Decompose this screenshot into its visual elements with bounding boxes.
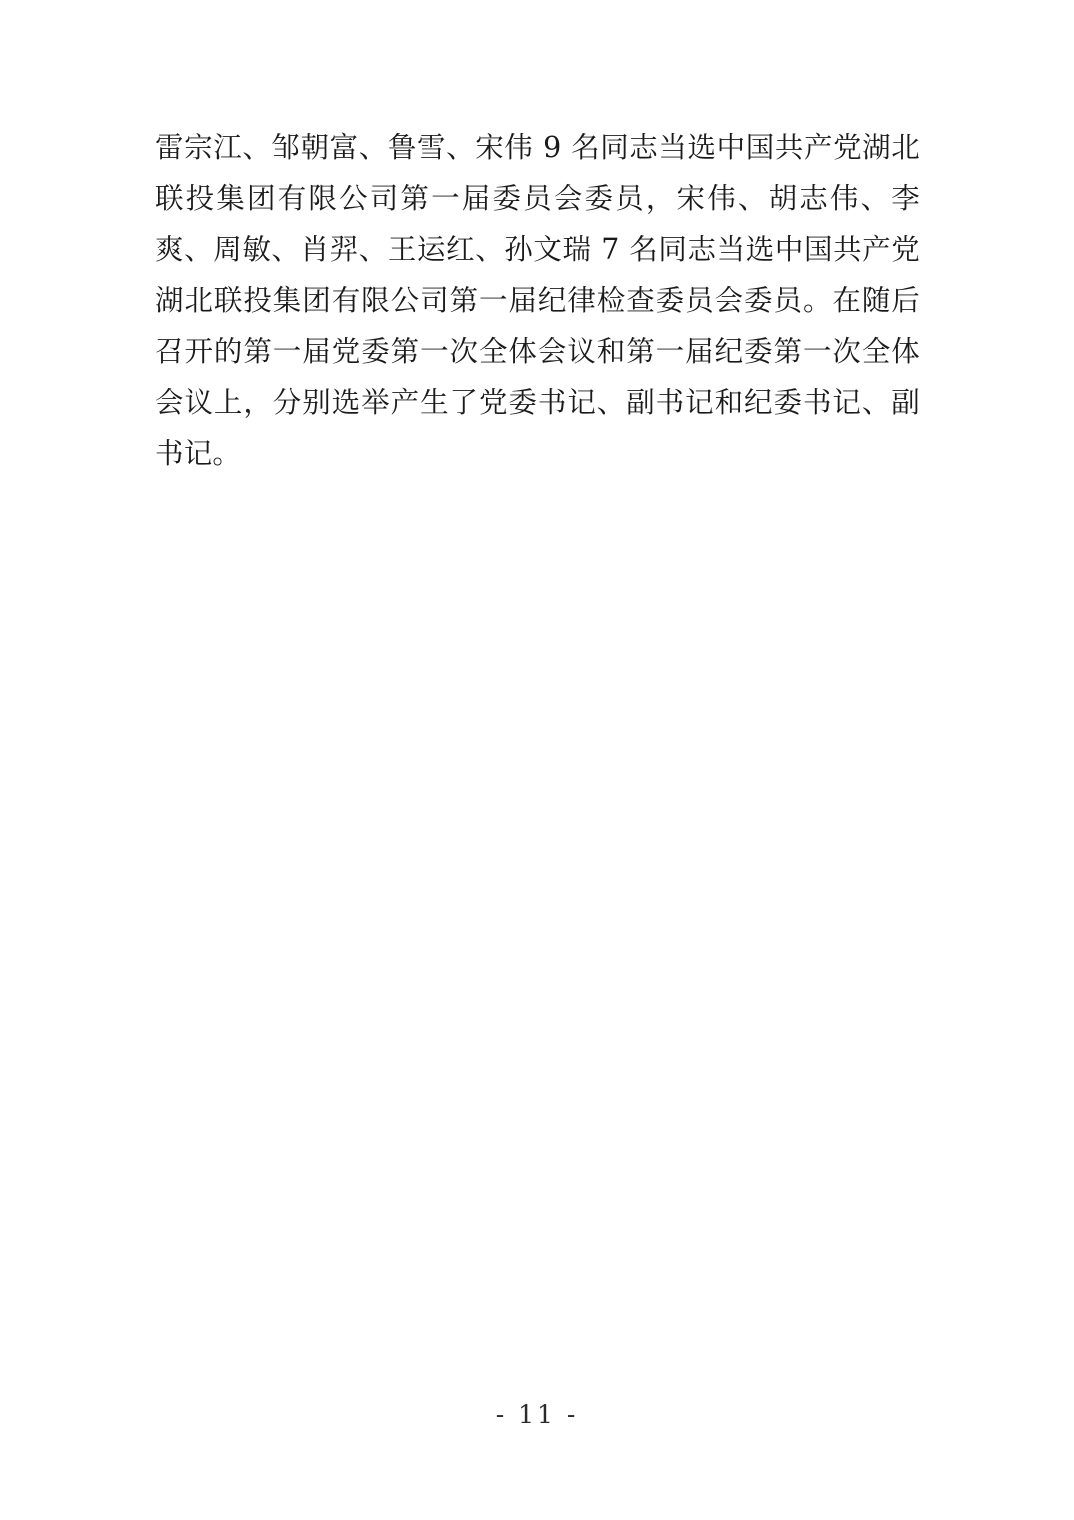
page-footer <box>0 1400 1074 1429</box>
document-body <box>155 122 920 479</box>
body-paragraph: 雷宗江、邹朝富、鲁雪、宋伟 9 名同志当选中国共产党湖北联投集团有限公司第一届委员会委员，宋伟、胡志伟、李爽、周敏、肖羿、王运红、孙文瑞 7 名同志当选中国共产党湖北联投集团有限公司第一届纪律检查委员会委员。在随后召开的第一届党委第一次全体会议和第一届纪委第一次全体会议上，分别选举产生了党委书记、副书记和纪委书记、副书记。 <box>155 131 920 470</box>
page-number: - 11 - <box>495 1400 579 1429</box>
